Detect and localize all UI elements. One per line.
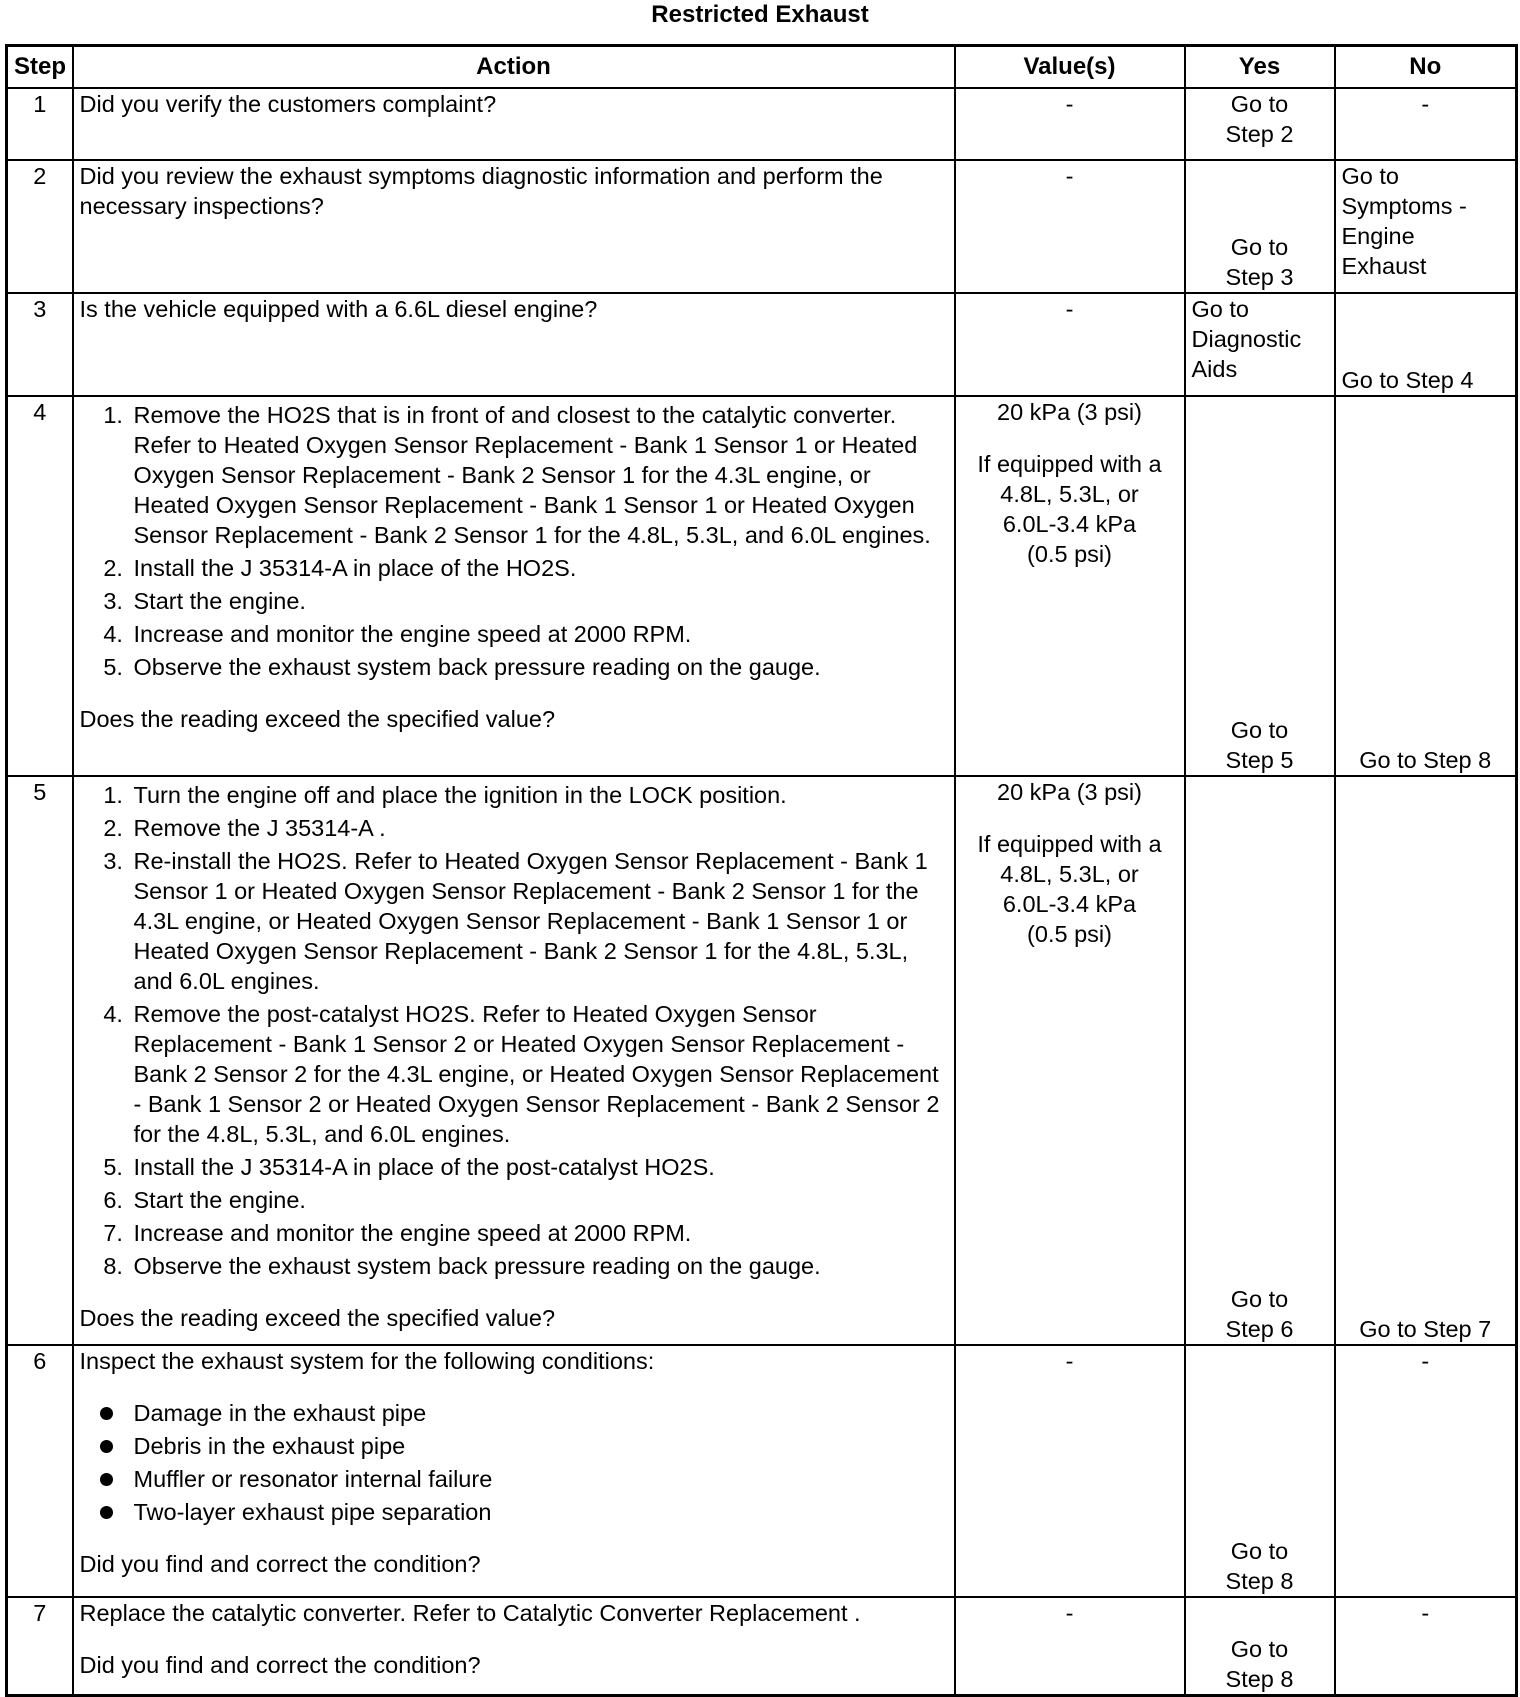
- yes-line: Go to: [1230, 1538, 1289, 1564]
- yes-cell: [1185, 160, 1335, 293]
- no-cell: [1335, 160, 1517, 293]
- condition-text: Muffler or resonator internal failure: [133, 1466, 493, 1492]
- action-cell: [73, 1597, 955, 1695]
- value-line: 4.8L, 5.3L, or: [1000, 861, 1139, 887]
- no-cell: [1335, 776, 1517, 1345]
- procedure-list: [80, 400, 948, 682]
- list-item: [130, 1464, 948, 1494]
- list-item: 2. Install the J 35314-A in place of the HO2S.: [130, 553, 948, 583]
- value-cell: [955, 396, 1185, 776]
- no-line: Go to Step 8: [1359, 747, 1492, 773]
- yes-line: Diagnostic: [1191, 326, 1302, 352]
- list-item: 5. Install the J 35314-A in place of the post-catalyst HO2S.: [130, 1152, 948, 1182]
- intro-text: Replace the catalytic converter. Refer to Catalytic Converter Replacement .: [79, 1600, 861, 1626]
- no-cell: [1335, 396, 1517, 776]
- value-line: 20 kPa (3 psi): [997, 399, 1142, 425]
- list-item: 3. Start the engine.: [130, 586, 948, 616]
- yes-cell: [1185, 1345, 1335, 1597]
- yes-line: Step 6: [1225, 1316, 1294, 1342]
- header-value: Value(s): [955, 46, 1185, 89]
- no-line: Symptoms -: [1341, 193, 1467, 219]
- action-cell: [73, 1345, 955, 1597]
- yes-line: Go to: [1230, 1286, 1289, 1312]
- yes-line: Go to: [1191, 296, 1249, 322]
- value-line: If equipped with a: [977, 831, 1162, 857]
- conditions-list: [80, 1398, 948, 1527]
- list-item: 7. Increase and monitor the engine speed at 2000 RPM.: [130, 1218, 948, 1248]
- yes-cell: [1185, 776, 1335, 1345]
- diagnostic-table: [5, 44, 1518, 1697]
- list-item: 6. Start the engine.: [130, 1185, 948, 1215]
- value-line: (0.5 psi): [1027, 921, 1112, 947]
- question-text: Did you find and correct the condition?: [79, 1551, 481, 1577]
- step-number: 3: [7, 293, 73, 396]
- no-cell: -: [1335, 88, 1517, 160]
- table-row: [7, 776, 1517, 1345]
- value-line: If equipped with a: [977, 451, 1162, 477]
- table-row: [7, 1597, 1517, 1695]
- yes-line: Aids: [1191, 356, 1238, 382]
- no-line: Go to Step 7: [1359, 1316, 1492, 1342]
- intro-text: Inspect the exhaust system for the following conditions:: [79, 1348, 655, 1374]
- step-number: 6: [7, 1345, 73, 1597]
- bullet-icon: [100, 1440, 113, 1453]
- no-line: Engine: [1341, 223, 1415, 249]
- header-step: Step: [7, 46, 73, 89]
- list-item: 3. Re-install the HO2S. Refer to Heated Oxygen Sensor Replacement - Bank 1 Sensor 1 or Heated Oxygen Sensor Replacement - Bank 2 Sensor 1 for the 4.3L engine, or Heated Oxygen Sensor Replacement - Bank 1 Sensor 1 or Heated Oxygen Sensor Replacement - Bank 2 Sensor 1 for the 4.8L, 5.3L, and 6.0L engines.: [130, 846, 948, 996]
- value-cell: -: [955, 160, 1185, 293]
- list-item: [130, 1398, 948, 1428]
- table-row: [7, 396, 1517, 776]
- condition-text: Two-layer exhaust pipe separation: [133, 1499, 492, 1525]
- question-text: Does the reading exceed the specified value?: [79, 706, 556, 732]
- page-title: Restricted Exhaust: [651, 1, 869, 28]
- question-text: Does the reading exceed the specified value?: [79, 1305, 556, 1331]
- yes-line: Go to: [1230, 1635, 1289, 1662]
- bullet-icon: [100, 1506, 113, 1519]
- step-number: 2: [7, 160, 73, 293]
- value-cell: -: [955, 1597, 1185, 1695]
- list-item: [130, 1497, 948, 1527]
- action-cell: [73, 88, 955, 160]
- yes-cell: [1185, 396, 1335, 776]
- list-item: [130, 1431, 948, 1461]
- table-row: [7, 160, 1517, 293]
- list-item: 5. Observe the exhaust system back pressure reading on the gauge.: [130, 652, 948, 682]
- yes-line: Go to: [1230, 234, 1289, 260]
- value-cell: -: [955, 293, 1185, 396]
- table-row: [7, 88, 1517, 160]
- table-row: [7, 1345, 1517, 1597]
- value-line: 6.0L-3.4 kPa: [1002, 511, 1137, 537]
- table-row: [7, 293, 1517, 396]
- bullet-icon: [100, 1407, 113, 1420]
- header-action: Action: [73, 46, 955, 89]
- yes-cell: [1185, 293, 1335, 396]
- list-item: 2. Remove the J 35314-A .: [130, 813, 948, 843]
- action-cell: [73, 160, 955, 293]
- list-item: 1. Turn the engine off and place the ignition in the LOCK position.: [130, 780, 948, 810]
- yes-line: Step 8: [1225, 1665, 1294, 1692]
- action-cell: [73, 396, 955, 776]
- action-text: Did you review the exhaust symptoms diagnostic information and perform the necessary inspections?: [79, 163, 883, 219]
- yes-line: Go to: [1230, 717, 1289, 743]
- header-no: No: [1335, 46, 1517, 89]
- table-header-row: [7, 46, 1517, 89]
- yes-line: Step 8: [1225, 1568, 1294, 1594]
- list-item: 1. Remove the HO2S that is in front of and closest to the catalytic converter. Refer to Heated Oxygen Sensor Replacement - Bank 1 Sensor 1 or Heated Oxygen Sensor Replacement - Bank 2 Sensor 1 for the 4.3L engine, or Heated Oxygen Sensor Replacement - Bank 1 Sensor 1 or Heated Oxygen Sensor Replacement - Bank 2 Sensor 1 for the 4.8L, 5.3L, and 6.0L engines.: [130, 400, 948, 550]
- no-line: Go to: [1341, 163, 1399, 189]
- list-item: 4. Remove the post-catalyst HO2S. Refer to Heated Oxygen Sensor Replacement - Bank 1 Sensor 2 or Heated Oxygen Sensor Replacement - Bank 2 Sensor 2 for the 4.3L engine, or Heated Oxygen Sensor Replacement - Bank 1 Sensor 2 or Heated Oxygen Sensor Replacement - Bank 2 Sensor 2 for the 4.8L, 5.3L, and 6.0L engines.: [130, 999, 948, 1149]
- step-number: 4: [7, 396, 73, 776]
- action-text: Did you verify the customers complaint?: [79, 91, 497, 117]
- yes-cell: [1185, 88, 1335, 160]
- step-number: 1: [7, 88, 73, 160]
- step-number: 5: [7, 776, 73, 1345]
- yes-cell: [1185, 1597, 1335, 1695]
- bullet-icon: [100, 1473, 113, 1486]
- no-cell: -: [1335, 1597, 1517, 1695]
- action-text: Is the vehicle equipped with a 6.6L diesel engine?: [79, 296, 598, 322]
- step-number: 7: [7, 1597, 73, 1695]
- procedure-list: [80, 780, 948, 1281]
- header-yes: Yes: [1185, 46, 1335, 89]
- no-cell: [1335, 293, 1517, 396]
- condition-text: Damage in the exhaust pipe: [133, 1400, 427, 1426]
- action-cell: [73, 776, 955, 1345]
- value-line: 20 kPa (3 psi): [997, 779, 1142, 805]
- no-line: Go to Step 4: [1341, 367, 1474, 393]
- value-line: (0.5 psi): [1027, 541, 1112, 567]
- action-cell: [73, 293, 955, 396]
- question-text: Did you find and correct the condition?: [79, 1652, 481, 1678]
- condition-text: Debris in the exhaust pipe: [133, 1433, 406, 1459]
- value-line: 6.0L-3.4 kPa: [1002, 891, 1137, 917]
- value-cell: [955, 776, 1185, 1345]
- value-line: 4.8L, 5.3L, or: [1000, 481, 1139, 507]
- value-cell: -: [955, 88, 1185, 160]
- list-item: 8. Observe the exhaust system back pressure reading on the gauge.: [130, 1251, 948, 1281]
- yes-line: Go to: [1230, 91, 1289, 117]
- no-cell: -: [1335, 1345, 1517, 1597]
- list-item: 4. Increase and monitor the engine speed at 2000 RPM.: [130, 619, 948, 649]
- value-cell: -: [955, 1345, 1185, 1597]
- yes-line: Step 5: [1225, 747, 1294, 773]
- yes-line: Step 3: [1225, 264, 1294, 290]
- yes-line: Step 2: [1225, 121, 1294, 147]
- no-line: Exhaust: [1341, 253, 1427, 279]
